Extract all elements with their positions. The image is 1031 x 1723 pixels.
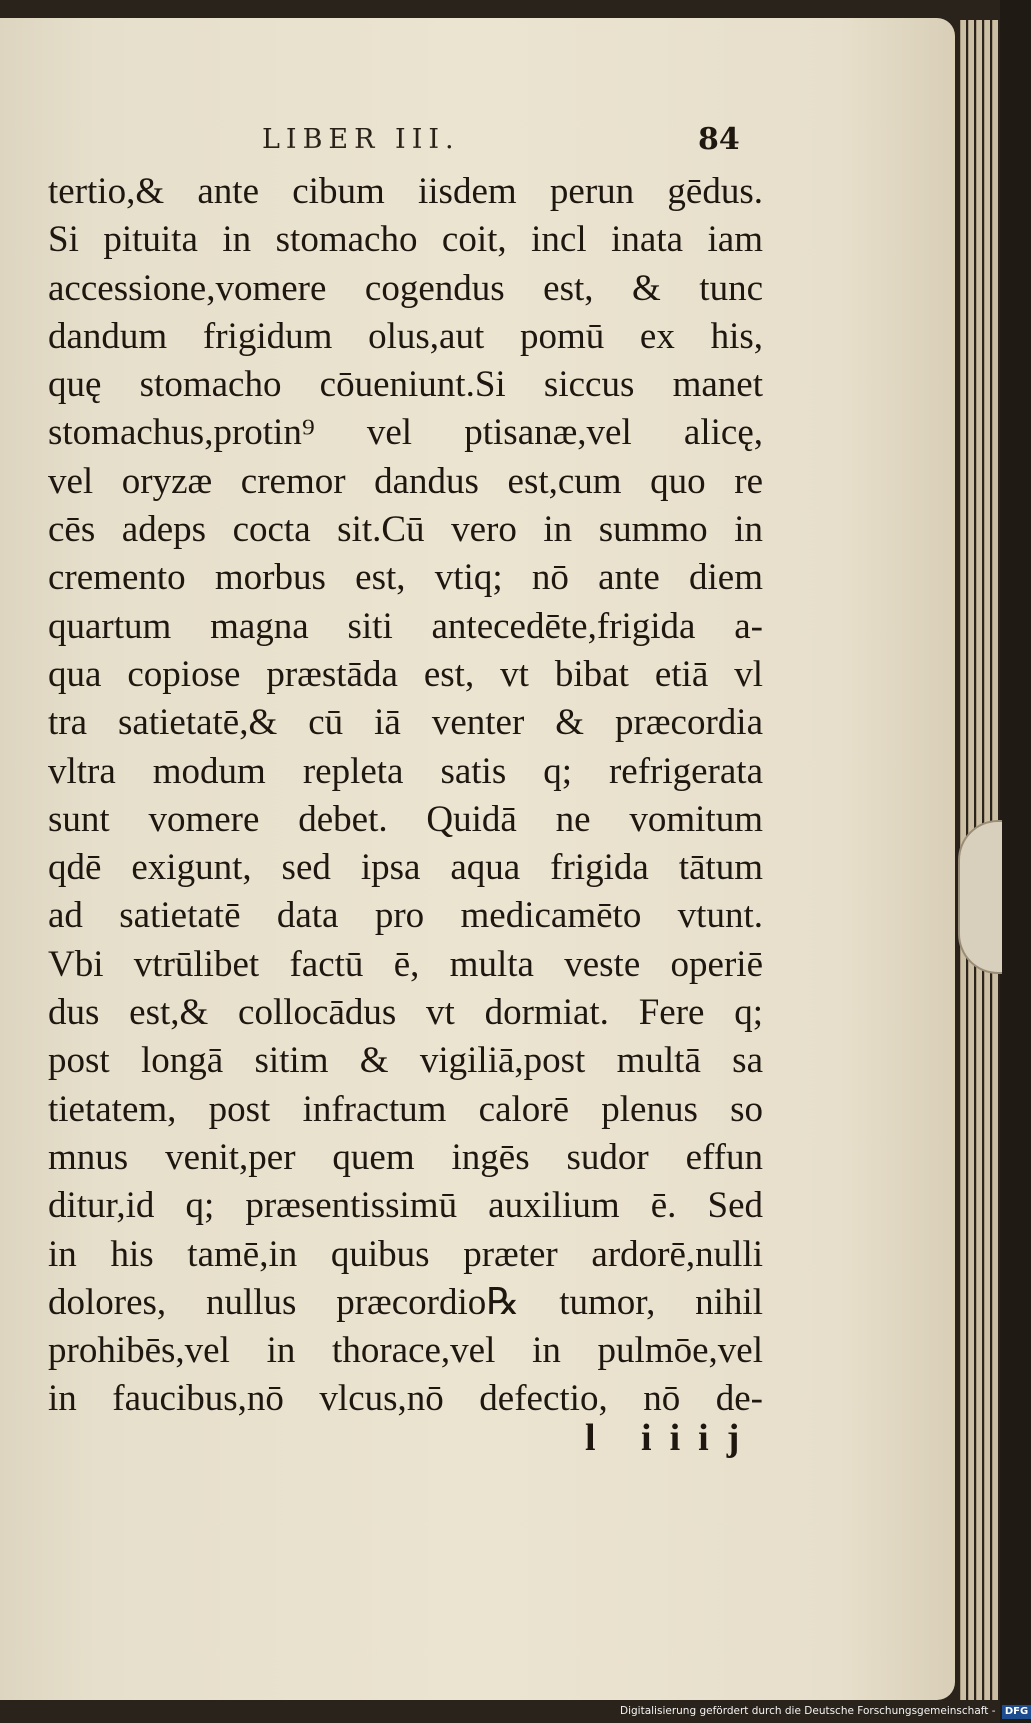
- text-line: in faucibus,nō vlcus,nō defectio, nō de-: [48, 1378, 763, 1420]
- text-line: prohibēs,vel in thorace,vel in pulmōe,vel: [48, 1330, 763, 1372]
- credit-text: Digitalisierung gefördert durch die Deutsche Forschungsgemeinschaft -: [620, 1705, 996, 1717]
- text-line: qdē exigunt, sed ipsa aqua frigida tātum: [48, 847, 763, 889]
- text-line: quartum magna siti antecedēte,frigida a-: [48, 605, 763, 647]
- text-line: vltra modum repleta satis q; refrigerata: [48, 750, 763, 792]
- folio-number: 84: [698, 122, 740, 157]
- text-line: qua copiose præstāda est, vt bibat etiā vl: [48, 653, 763, 695]
- page-clip: [958, 820, 1002, 974]
- text-line: ditur,id q; præsentissimū auxilium ē. Sed: [48, 1185, 763, 1227]
- text-line: dus est,& collocādus vt dormiat. Fere q;: [48, 992, 763, 1034]
- text-line: quę stomacho cōueniunt.Si siccus manet: [48, 364, 763, 406]
- text-line: tra satietatē,& cū iā venter & præcordia: [48, 702, 763, 744]
- text-line: Vbi vtrūlibet factū ē, multa veste operiē: [48, 943, 763, 985]
- dfg-logo: DFG: [1002, 1705, 1031, 1719]
- running-head: LIBER III.: [262, 124, 460, 155]
- text-line: mnus venit,per quem ingēs sudor effun: [48, 1136, 763, 1178]
- text-line: tertio,& ante cibum iisdem perun gēdus.: [48, 171, 763, 212]
- signature-mark: l iiij: [585, 1417, 758, 1459]
- text-line: cēs adeps cocta sit.Cū vero in summo in: [48, 509, 763, 551]
- text-line: in his tamē,in quibus præter ardorē,nulli: [48, 1233, 763, 1275]
- text-line: ad satietatē data pro medicamēto vtunt.: [48, 895, 763, 937]
- text-line: Si pituita in stomacho coit, incl inata iam: [48, 219, 763, 261]
- text-line: dolores, nullus præcordio℞ tumor, nihil: [48, 1281, 763, 1323]
- text-line: post longā sitim & vigiliā,post multā sa: [48, 1040, 763, 1082]
- text-line: dandum frigidum olus,aut pomū ex his,: [48, 315, 763, 357]
- text-line: vel oryzæ cremor dandus est,cum quo re: [48, 460, 763, 502]
- text-line: accessione,vomere cogendus est, & tunc: [48, 267, 763, 309]
- text-line: cremento morbus est, vtiq; nō ante diem: [48, 557, 763, 599]
- text-line: tietatem, post infractum calorē plenus so: [48, 1088, 763, 1130]
- digitization-credit: [620, 1700, 1029, 1723]
- text-line: stomachus,protin⁹ vel ptisanæ,vel alicę,: [48, 412, 763, 454]
- text-block: [48, 168, 763, 1424]
- text-line: sunt vomere debet. Quidā ne vomitum: [48, 798, 763, 840]
